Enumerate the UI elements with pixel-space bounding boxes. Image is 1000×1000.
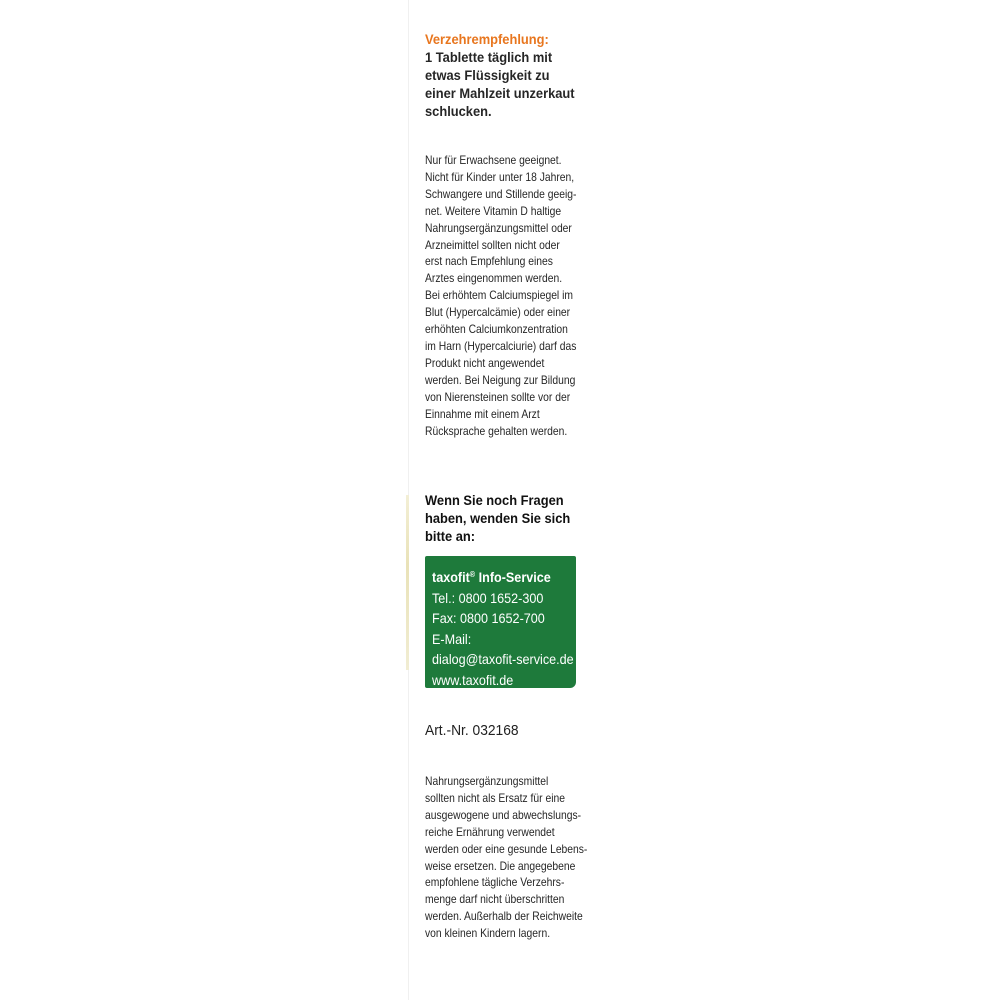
info-service-title xyxy=(432,565,574,588)
dosage-heading: Verzehrempfehlung: xyxy=(425,31,549,47)
disclaimer-line: ausgewogene und abwechslungs- xyxy=(425,807,582,822)
fax-number: Fax: 0800 1652-700 xyxy=(432,610,545,626)
warning-line: Produkt nicht angewendet xyxy=(425,355,545,370)
phone-number: Tel.: 0800 1652-300 xyxy=(432,589,544,606)
info-service-label: Info-Service xyxy=(478,569,551,585)
website-url: www.taxofit.de xyxy=(432,671,514,688)
warning-line: Arztes eingenommen werden. xyxy=(425,271,563,286)
warning-line: Einnahme mit einem Arzt xyxy=(425,406,540,421)
warning-line: Bei erhöhtem Calciumspiegel im xyxy=(425,288,573,303)
questions-section xyxy=(425,491,583,545)
dosage-line: etwas Flüssigkeit zu xyxy=(425,67,550,83)
disclaimer-line: Nahrungsergänzungsmittel xyxy=(425,774,549,788)
disclaimer-line: menge darf nicht überschritten xyxy=(425,892,565,907)
warnings-section xyxy=(425,152,601,439)
warning-line: werden. Bei Neigung zur Bildung xyxy=(425,372,576,387)
disclaimer-line: werden. Außerhalb der Reichweite xyxy=(425,909,583,924)
questions-line: Wenn Sie noch Fragen xyxy=(425,492,564,508)
email-label: E-Mail: xyxy=(432,630,472,647)
warning-line: Schwangere und Stillende geeig- xyxy=(425,186,577,201)
article-number: Art.-Nr. 032168 xyxy=(425,722,519,739)
disclaimer-line: weise ersetzen. Die angegebene xyxy=(425,858,576,873)
dosage-line: 1 Tablette täglich mit xyxy=(425,49,553,65)
warning-line: erst nach Empfehlung eines xyxy=(425,254,553,269)
warning-line: im Harn (Hypercalciurie) darf das xyxy=(425,338,577,353)
warning-line: Arzneimittel sollten nicht oder xyxy=(425,237,560,252)
dosage-line: schlucken. xyxy=(425,103,492,119)
disclaimer-line: werden oder eine gesunde Lebens- xyxy=(425,841,588,856)
warning-line: Nicht für Kinder unter 18 Jahren, xyxy=(425,169,575,184)
warning-line: von Nierensteinen sollte vor der xyxy=(425,389,571,404)
info-service-box xyxy=(425,556,576,688)
questions-line: bitte an: xyxy=(425,528,476,544)
disclaimer-line: empfohlene tägliche Verzehrs- xyxy=(425,875,565,890)
disclaimer-line: sollten nicht als Ersatz für eine xyxy=(425,790,565,805)
warning-line: Blut (Hypercalcämie) oder einer xyxy=(425,305,571,320)
questions-line: haben, wenden Sie sich xyxy=(425,510,571,526)
warning-line: Nur für Erwachsene geeignet. xyxy=(425,153,562,167)
warning-line: net. Weitere Vitamin D haltige xyxy=(425,203,562,218)
disclaimer-line: von kleinen Kindern lagern. xyxy=(425,926,551,941)
registered-mark: ® xyxy=(469,570,476,579)
warning-line: Rücksprache gehalten werden. xyxy=(425,423,568,438)
disclaimer-line: reiche Ernährung verwendet xyxy=(425,824,555,839)
dosage-line: einer Mahlzeit unzerkaut xyxy=(425,85,575,101)
warning-line: erhöhten Calciumkonzentration xyxy=(425,322,568,337)
email-address: dialog@taxofit-service.de xyxy=(432,651,574,667)
disclaimer-section xyxy=(425,773,614,942)
dosage-section xyxy=(425,30,588,120)
warning-line: Nahrungsergänzungsmittel oder xyxy=(425,220,572,235)
brand-name: taxofit xyxy=(432,569,470,585)
